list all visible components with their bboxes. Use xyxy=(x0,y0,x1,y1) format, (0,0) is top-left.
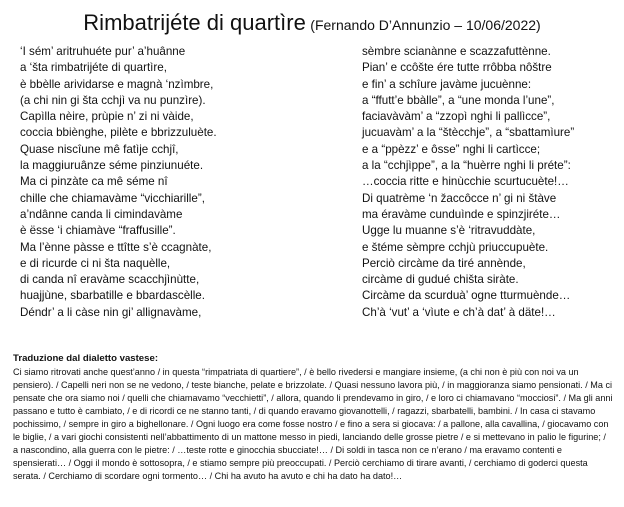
poem-line: a’ndânne canda li cimindavàme xyxy=(20,207,183,221)
poem-title: Rimbatrijéte di quartìre xyxy=(83,10,306,35)
poem-line: e di ricurde ci ni šta naquèlle, xyxy=(20,256,171,270)
poem-line: di canda nî eravàme scacchjìnùtte, xyxy=(20,273,200,287)
poem-line: a “ffutt’e bbàlle”, a “une monda l’une”, xyxy=(362,93,555,107)
poem-line: la maggiuruânze séme pinziunuéte. xyxy=(20,159,204,173)
poem-right-column xyxy=(362,44,624,321)
poem-line: Circàme da scurduà’ ogne tturmuènde… xyxy=(362,289,571,303)
poem-line: huajjùne, sbarbatille e bbardascèlle. xyxy=(20,289,205,303)
poem-line: Quase niscîune mê fatìje cchjî, xyxy=(20,142,179,156)
poem-left-column xyxy=(20,44,340,321)
poem-line: Ch’à ‘vut’ a ‘vìute e ch’à dat’ à däte!… xyxy=(362,305,556,319)
translation-body: Ci siamo ritrovati anche quest’anno / in questa “rimpatriata di quartiere”, / è bello rivedersi e mangiare insieme, (a chi non è più con noi va un pensiero). / Capelli neri non se ne vedono, / teste bianche, pelate e brizzolate. / Quasi nessuno lavora più, / in maggioranza siamo pensionati. / Ma ci pensate che ora siamo noi / quelli che chiamavamo “vecchietti”, / allora, quando li prendevamo in giro, / e loro ci chiamavano “mocciosi”. / Ma gli anni passano e tutto è cambiato, / e di ricordi ce ne stanno tanti, / di quando eravamo giovanottelli, / ragazzi, sbarbatelli, bambini. / In casa ci stavamo pochissimo, / sempre in giro a bighellonare. / Ogni luogo era come fosse nostro / e fino a sera si giocava: / a pallone, alla cavallina, / giocavamo con le biglie, / a vari giochi consistenti nell’abbattimento di un mattone messo in piedi, lanciando delle grosse pietre / e si mettevano in palio le figurine; / a nascondino, alla guerra con le pietre: / …teste rotte e ginocchia sbucciate!… / Di soldi in tasca non ce n’erano / ma eravamo contenti e spensierati… / Oggi il mondo è sottosopra, / e stiamo sempre più preoccupati. / Perciò cerchiamo di tirare avanti, / cerchiamo di goderci questa serata. / Cerchiamo di scordare ogni tormento… / Chi ha avuto ha avuto e chi ha dato ha dato!… xyxy=(13,367,613,482)
poem-line: Ugge lu muanne s’è ‘ritravuddàte, xyxy=(362,224,536,238)
poem-author-date: (Fernando D’Annunzio – 10/06/2022) xyxy=(310,17,541,33)
poem-line: …coccia ritte e hinùcchie scurtucuète!… xyxy=(362,175,569,189)
poem-line: Ma l’ènne pàsse e ttîtte s’è ccagnàte, xyxy=(20,240,212,254)
poem-line: Perciò circàme da tiré annènde, xyxy=(362,256,526,270)
poem-line: a la “cchjìppe”, a la “huèrre nghi li préte”: xyxy=(362,159,571,173)
poem-line: chille che chiamavàme “vicchiarille”, xyxy=(20,191,205,205)
poem-line: ma éravàme cunduìnde e spinzjiréte… xyxy=(362,207,561,221)
poem-line: e fin’ a schîure javàme jucuènne: xyxy=(362,77,532,91)
poem-line: e štéme sèmpre cchjù priuccupuète. xyxy=(362,240,549,254)
poem-line: a ‘šta rimbatrijéte di quartìre, xyxy=(20,61,167,75)
poem-line: Di quatrème ‘n žaccôcce n’ gi ni štàve xyxy=(362,191,557,205)
poem-line: jucuavàm’ a la “štècchje”, a “sbattamìure” xyxy=(362,126,575,140)
poem-line: ‘I sém’ aritruhuéte pur’ a’huânne xyxy=(20,45,186,58)
poem-line: Déndr’ a li càse nin gi’ allignavàme, xyxy=(20,305,202,319)
poem-line: (a chi nin gi šta cchjì va nu punzìre). xyxy=(20,93,206,107)
poem-line: è ësse ‘i chiamàve “fraffusille”. xyxy=(20,224,176,238)
translation-section xyxy=(13,352,613,483)
poem-line: faciavàvàm’ a “zzopì nghi li pallìcce”, xyxy=(362,110,551,124)
poem-line: e a “ppèzz’ e ôsse” nghi li cartìcce; xyxy=(362,142,541,156)
poem-line: Pian’ e ccôšte ére tutte rrôbba nôštre xyxy=(362,61,552,75)
poem-line: circàme di gudué chišta siràte. xyxy=(362,273,519,287)
poem-line: è bbèlle arividarse e magnà ‘nzìmbre, xyxy=(20,77,214,91)
poem-line: Capìlla nèire, prùpie n’ zi ni vàide, xyxy=(20,110,194,124)
poem-line: sèmbre scianànne e scazzafuttènne. xyxy=(362,45,551,58)
poem-header xyxy=(0,10,624,36)
translation-heading: Traduzione dal dialetto vastese: xyxy=(13,353,159,364)
poem-line: Ma ci pinzàte ca mê séme nî xyxy=(20,175,168,189)
poem-line: coccia bbiènghe, pilète e bbrizzuluète. xyxy=(20,126,217,140)
